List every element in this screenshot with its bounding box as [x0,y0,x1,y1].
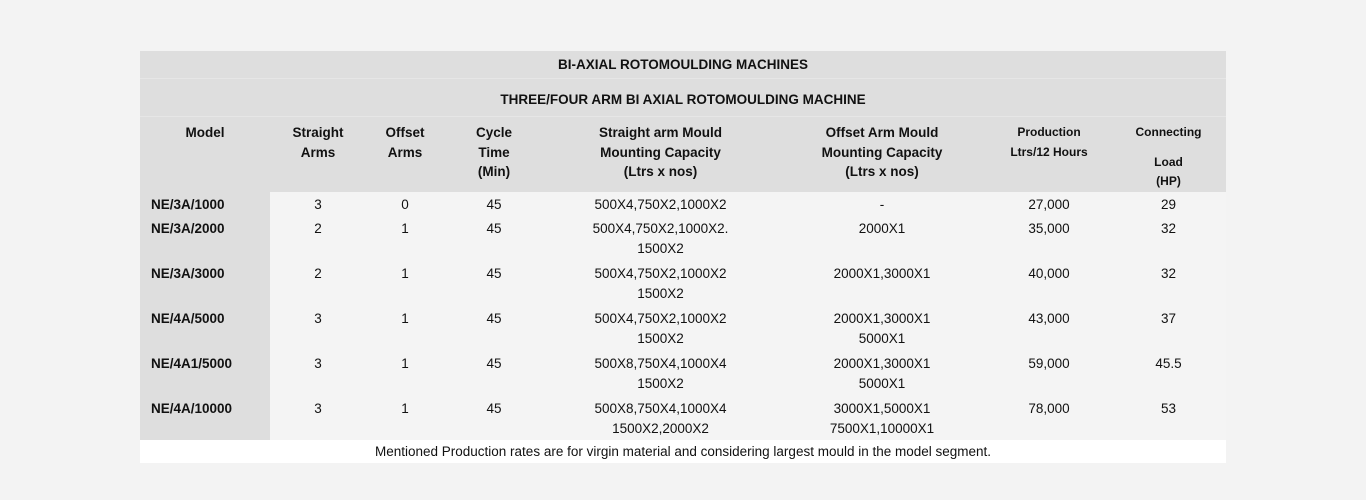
cell-straight-arms: 3 [270,350,366,395]
cell-offset-arms: 1 [366,260,444,305]
cell-model: NE/4A1/5000 [140,350,270,395]
cell-load: 53 [1111,395,1226,440]
header-production: Production Ltrs/12 Hours [987,117,1111,192]
cell-cycle-time: 45 [444,305,544,350]
cell-offset-arms: 0 [366,192,444,216]
cell-offset-capacity: 2000X1,3000X1 5000X1 [777,350,987,395]
table-row [140,350,1226,395]
cell-offset-capacity: - [777,192,987,216]
cell-cycle-time: 45 [444,260,544,305]
cell-cycle-time: 45 [444,350,544,395]
cell-load: 45.5 [1111,350,1226,395]
machines-table-container [140,51,1226,463]
cell-offset-arms: 1 [366,395,444,440]
production-note: Mentioned Production rates are for virgin material and considering largest mould in the model segment. [140,440,1226,463]
header-model: Model [140,117,270,192]
cell-model: NE/4A/5000 [140,305,270,350]
table-title-row [140,51,1226,79]
cell-offset-arms: 1 [366,215,444,260]
header-connecting-load: Connecting Load (HP) [1111,117,1226,192]
table-row [140,192,1226,216]
cell-production: 27,000 [987,192,1111,216]
table-row [140,305,1226,350]
header-straight-arms: Straight Arms [270,117,366,192]
column-header-row [140,117,1226,192]
cell-model: NE/3A/1000 [140,192,270,216]
table-subtitle: THREE/FOUR ARM BI AXIAL ROTOMOULDING MACHINE [140,79,1226,117]
cell-straight-capacity: 500X4,750X2,1000X2 [544,192,777,216]
cell-straight-capacity: 500X4,750X2,1000X2 1500X2 [544,260,777,305]
cell-straight-arms: 3 [270,192,366,216]
cell-production: 43,000 [987,305,1111,350]
cell-straight-capacity: 500X8,750X4,1000X4 1500X2,2000X2 [544,395,777,440]
cell-load: 32 [1111,215,1226,260]
table-row [140,215,1226,260]
cell-model: NE/4A/10000 [140,395,270,440]
cell-straight-arms: 2 [270,260,366,305]
machines-spec-table [140,51,1226,463]
cell-offset-capacity: 2000X1,3000X1 5000X1 [777,305,987,350]
cell-straight-capacity: 500X4,750X2,1000X2 1500X2 [544,305,777,350]
cell-straight-arms: 3 [270,395,366,440]
cell-cycle-time: 45 [444,395,544,440]
table-row [140,260,1226,305]
cell-load: 29 [1111,192,1226,216]
cell-load: 32 [1111,260,1226,305]
table-subtitle-row [140,79,1226,117]
cell-straight-capacity: 500X4,750X2,1000X2. 1500X2 [544,215,777,260]
cell-model: NE/3A/3000 [140,260,270,305]
cell-offset-capacity: 2000X1,3000X1 [777,260,987,305]
table-title: BI-AXIAL ROTOMOULDING MACHINES [140,51,1226,79]
cell-production: 59,000 [987,350,1111,395]
cell-load: 37 [1111,305,1226,350]
cell-cycle-time: 45 [444,215,544,260]
cell-production: 40,000 [987,260,1111,305]
cell-production: 35,000 [987,215,1111,260]
table-note-row [140,440,1226,463]
header-offset-arms: Offset Arms [366,117,444,192]
header-straight-capacity: Straight arm Mould Mounting Capacity (Ltrs x nos) [544,117,777,192]
cell-straight-arms: 2 [270,215,366,260]
cell-straight-capacity: 500X8,750X4,1000X4 1500X2 [544,350,777,395]
cell-production: 78,000 [987,395,1111,440]
cell-offset-capacity: 2000X1 [777,215,987,260]
cell-straight-arms: 3 [270,305,366,350]
cell-model: NE/3A/2000 [140,215,270,260]
cell-offset-arms: 1 [366,305,444,350]
table-row [140,395,1226,440]
cell-offset-arms: 1 [366,350,444,395]
header-offset-capacity: Offset Arm Mould Mounting Capacity (Ltrs x nos) [777,117,987,192]
cell-cycle-time: 45 [444,192,544,216]
header-cycle-time: Cycle Time (Min) [444,117,544,192]
cell-offset-capacity: 3000X1,5000X1 7500X1,10000X1 [777,395,987,440]
